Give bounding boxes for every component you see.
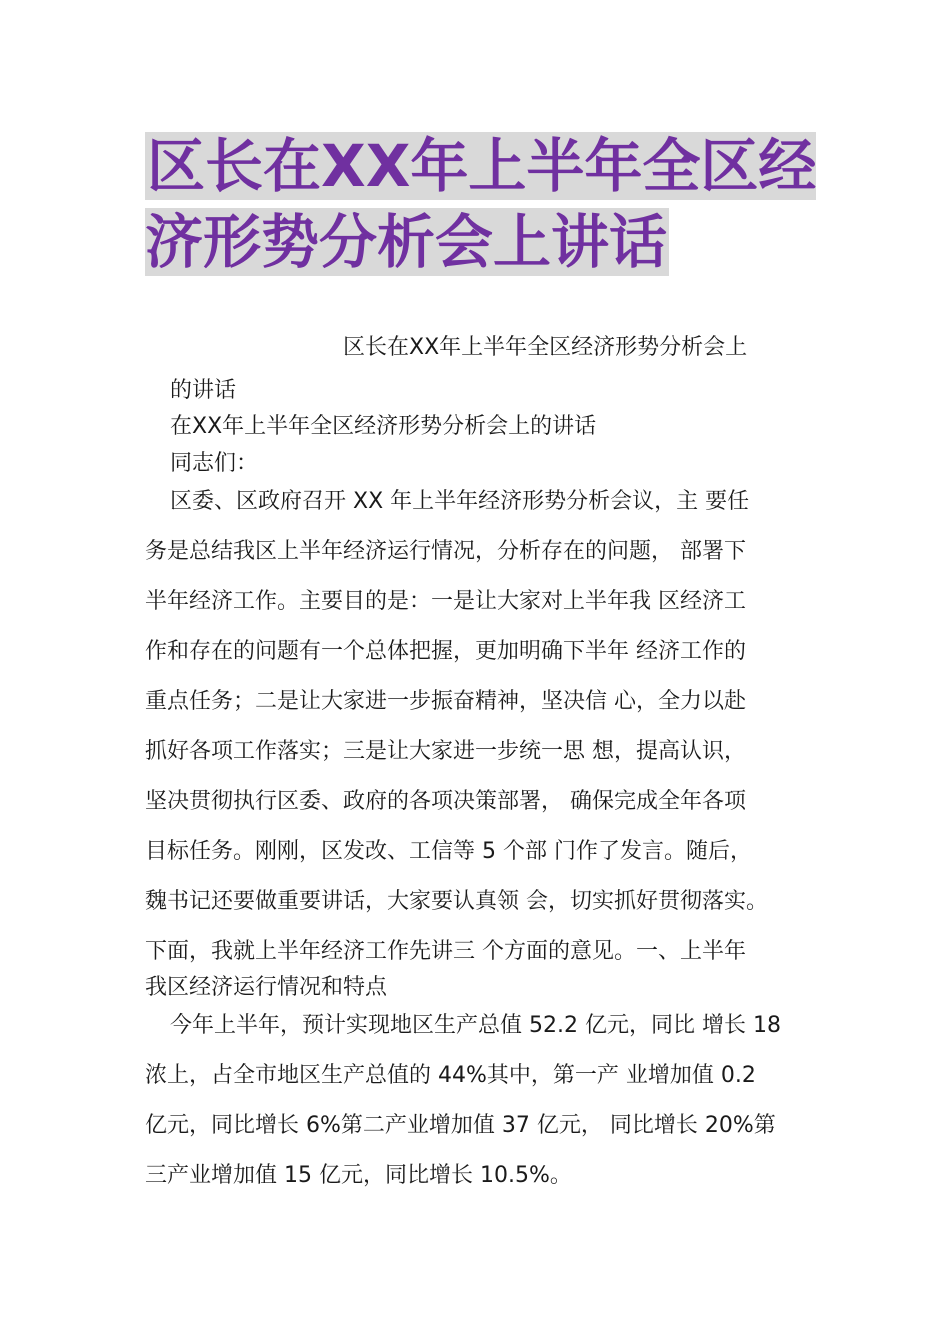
paragraph1-line: 魏书记还要做重要讲话，大家要认真领 会，切实抓好贯彻落实。 bbox=[145, 889, 768, 914]
document-title-text: 区长在XX年上半年全区经济形势分析会上讲话 bbox=[145, 132, 817, 276]
paragraph1-line: 半年经济工作。主要目的是：一是让大家对上半年我 区经济工 bbox=[145, 589, 746, 614]
paragraph2-line: 亿元，同比增长 6%第二产业增加值 37 亿元， 同比增长 20%第 bbox=[145, 1113, 776, 1138]
salutation: 同志们： bbox=[170, 451, 259, 476]
paragraph1-line: 我区经济运行情况和特点 bbox=[145, 975, 388, 1000]
paragraph1-line: 下面，我就上半年经济工作先讲三 个方面的意见。一、上半年 bbox=[145, 939, 746, 964]
paragraph1-line: 坚决贯彻执行区委、政府的各项决策部署， 确保完成全年各项 bbox=[145, 789, 746, 814]
document-title bbox=[145, 128, 825, 280]
paragraph1-line: 抓好各项工作落实；三是让大家进一步统一思 想，提高认识， bbox=[145, 739, 746, 764]
subtitle-line-1: 区长在XX年上半年全区经济形势分析会上 bbox=[343, 335, 748, 360]
paragraph1-line: 重点任务；二是让大家进一步振奋精神，坚决信 心，全力以赴 bbox=[145, 689, 746, 714]
speech-heading: 在XX年上半年全区经济形势分析会上的讲话 bbox=[170, 414, 597, 439]
subtitle-line-2: 的讲话 bbox=[170, 378, 237, 403]
paragraph1-line: 作和存在的问题有一个总体把握，更加明确下半年 经济工作的 bbox=[145, 639, 746, 664]
paragraph1-line: 区委、区政府召开 XX 年上半年经济形势分析会议，主 要任 bbox=[170, 489, 750, 514]
paragraph2-line: 今年上半年，预计实现地区生产总值 52.2 亿元，同比 增长 18 bbox=[170, 1013, 781, 1038]
paragraph2-line: 浓上，占全市地区生产总值的 44%其中，第一产 业增加值 0.2 bbox=[145, 1063, 756, 1088]
paragraph1-line: 目标任务。刚刚，区发改、工信等 5 个部 门作了发言。随后， bbox=[145, 839, 752, 864]
paragraph1-line: 务是总结我区上半年经济运行情况，分析存在的问题， 部署下 bbox=[145, 539, 746, 564]
paragraph2-line: 三产业增加值 15 亿元，同比增长 10.5%。 bbox=[145, 1163, 572, 1188]
